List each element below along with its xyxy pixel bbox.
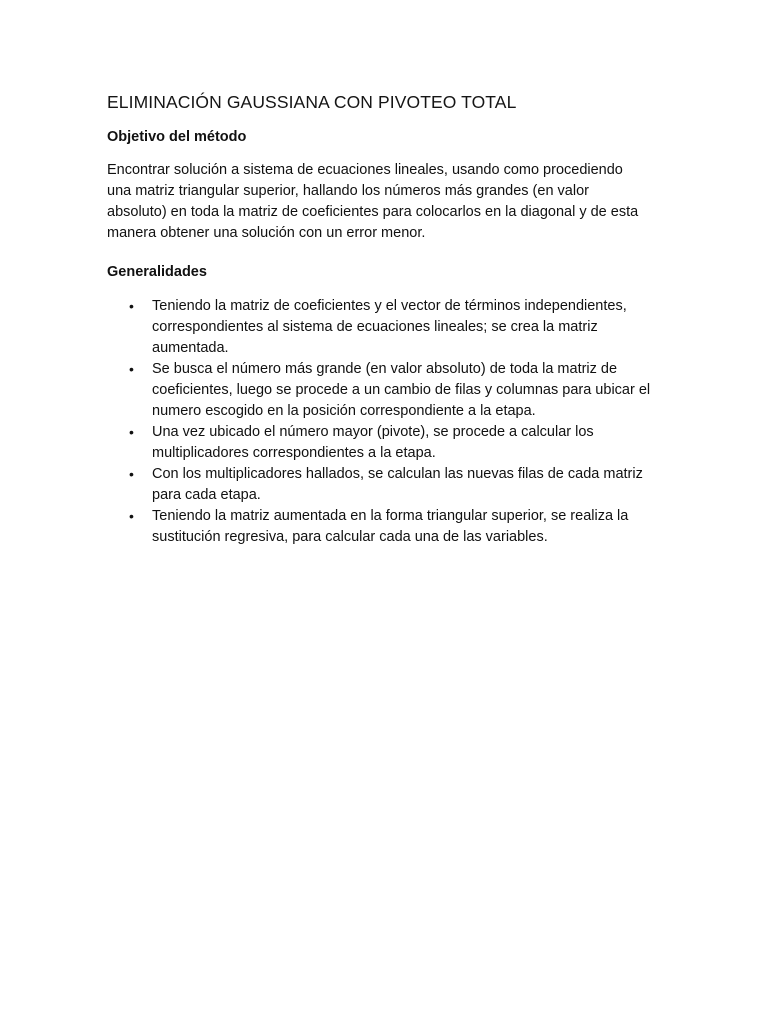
list-item <box>107 506 662 548</box>
bullet-icon: • <box>129 361 134 377</box>
list-item-text: Una vez ubicado el número mayor (pivote), se procede a calcular los multiplicadores correspondientes a la etapa. <box>152 424 594 461</box>
list-item-text: Se busca el número más grande (en valor absoluto) de toda la matriz de coeficientes, luego se procede a un cambio de filas y columnas para ubicar el numero escogido en la posición correspondiente a la etapa. <box>152 361 651 419</box>
list-item <box>107 464 662 506</box>
generalities-list <box>107 296 667 548</box>
list-item-text: Teniendo la matriz de coeficientes y el vector de términos independientes, correspondientes al sistema de ecuaciones lineales; se crea la matriz aumentada. <box>152 298 627 356</box>
bullet-icon: • <box>129 508 134 524</box>
list-item <box>107 422 662 464</box>
objective-paragraph: Encontrar solución a sistema de ecuaciones lineales, usando como procediendo una matriz triangular superior, hallando los números más grandes (en valor absoluto) en toda la matriz de coeficientes para colocarlos en la diagonal y de esta manera obtener una solución con un error menor. <box>107 162 639 241</box>
list-item <box>107 359 662 422</box>
list-item <box>107 296 662 359</box>
generalities-heading: Generalidades <box>107 264 207 280</box>
list-item-text: Teniendo la matriz aumentada en la forma triangular superior, se realiza la sustitución regresiva, para calcular cada una de las variables. <box>152 508 629 545</box>
bullet-icon: • <box>129 466 134 482</box>
objective-heading: Objetivo del método <box>107 129 247 145</box>
list-item-text: Con los multiplicadores hallados, se calculan las nuevas filas de cada matriz para cada etapa. <box>152 466 643 503</box>
bullet-icon: • <box>129 298 134 314</box>
bullet-icon: • <box>129 424 134 440</box>
document-title: ELIMINACIÓN GAUSSIANA CON PIVOTEO TOTAL <box>107 92 517 112</box>
document-content <box>107 90 667 548</box>
